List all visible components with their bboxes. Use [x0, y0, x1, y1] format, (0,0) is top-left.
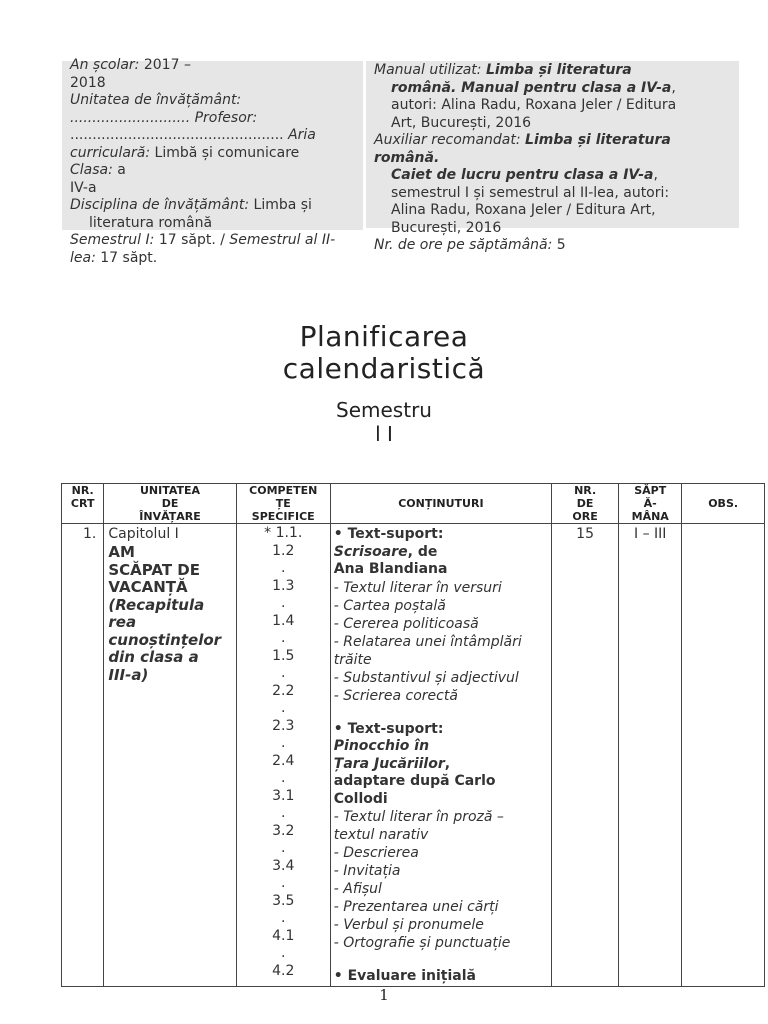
manual-title-cont: română. Manual pentru clasa a IV-a [391, 79, 672, 96]
competence-code: 1.3 [272, 577, 295, 594]
semester-title: Semestru [336, 398, 432, 422]
col-header-hours: NR. DE ORE [552, 484, 619, 524]
competence-code: . [281, 560, 286, 576]
text-support-1-heading: • Text-suport: [333, 526, 444, 542]
col-header-obs: OBS. [682, 484, 765, 524]
text-support-1-author: Ana Blandiana [333, 561, 448, 577]
text-support-2-source: adaptare după Carlo [333, 773, 496, 789]
page-number: 1 [379, 986, 389, 1004]
row-number: 1. [62, 524, 104, 987]
col-header-contents: CONȚINUTURI [330, 484, 551, 524]
content-item: - Afișul [333, 881, 382, 897]
hours-value: 5 [556, 237, 566, 253]
week-range: I – III [619, 524, 682, 987]
school-info [70, 57, 360, 267]
chapter-label: Capitolul I [108, 526, 179, 542]
content-item: - Prezentarea unei cărți [333, 899, 499, 915]
content-item: - Ortografie și punctuație [333, 935, 511, 951]
competence-code: . [281, 665, 286, 681]
auxiliary-label: Auxiliar recomandat: [374, 132, 521, 148]
competence-code: . [281, 945, 286, 961]
manual-title: Limba și literatura [485, 62, 632, 78]
manual-authors-cont: Art, București, 2016 [391, 114, 532, 131]
class-value: a [117, 162, 126, 178]
content-item: - Cererea politicoasă [333, 615, 479, 632]
competence-code: . [281, 630, 286, 646]
competence-code: . [281, 770, 286, 786]
competence-code: . [281, 700, 286, 716]
competence-code: 3.4 [272, 857, 295, 874]
school-year-value: 2017 – [143, 57, 191, 73]
curricular-area-label-2: curriculară: [70, 144, 151, 161]
text-support-2-title-cont: Țara Jucăriilor [333, 755, 445, 772]
competence-code: . [281, 735, 286, 751]
col-header-week: SĂPT Ă- MÂNA [619, 484, 682, 524]
discipline-label: Disciplina de învățământ: [70, 197, 250, 213]
text-support-1-title: Scrisoare [333, 543, 408, 560]
dots-line: ................................................ [70, 127, 284, 143]
school-unit-label: Unitatea de învățământ: [70, 92, 242, 108]
page-title: Planificarea [299, 320, 469, 353]
semester-1-value: 17 săpt. / [158, 232, 225, 248]
table-header-row [62, 484, 765, 524]
initial-evaluation: • Evaluare inițială [333, 968, 476, 984]
content-item: - Cartea poștală [333, 597, 446, 614]
manual-label: Manual utilizat: [374, 62, 482, 78]
class-value-cont: IV-a [70, 179, 97, 196]
semester-2-label: Semestrul al II- [229, 232, 336, 248]
manual-info: Manual utilizat: Limba și literatura română. Manual pentru clasa a IV-a, autori: Alina Radu, Roxana Jeler / Editura Art, București, 2016 Auxiliar recomandat: Limba și literatura română. Caiet de lucru pentru clasa a IV-a, semestrul I și semestrul al II-lea, autori: Alina Radu, Roxana Jeler / Editura Art, București, 2016 Nr. de ore pe săptămână: 5 [374, 62, 734, 255]
discipline-value: Limba și [253, 197, 312, 213]
text-support-2-title: Pinocchio în [333, 738, 430, 754]
competence-code: * 1.1. [264, 525, 303, 541]
competence-code: . [281, 840, 286, 856]
competences-list [236, 524, 330, 987]
planning-table [61, 483, 765, 987]
workbook-title: Caiet de lucru pentru clasa a IV-a [391, 167, 654, 183]
content-item: - Textul literar în proză – [333, 809, 504, 825]
competence-code: 3.2 [272, 822, 295, 839]
competence-code: 3.1 [272, 787, 295, 804]
hours-label: Nr. de ore pe săptămână: [374, 237, 553, 253]
semester-2-value: 17 săpt. [100, 249, 158, 266]
competence-code: . [281, 910, 286, 926]
page-title-cont: calendaristică [282, 352, 486, 385]
learning-unit [104, 524, 236, 987]
hours-count: 15 [552, 524, 619, 987]
competence-code: 2.3 [272, 717, 295, 734]
unit-title: AM SCĂPAT DE VACANȚĂ (Recapitula rea cunoștințelor din clasa a III-a) [108, 543, 222, 684]
competence-code: . [281, 875, 286, 891]
text-support-2-heading: • Text-suport: [333, 720, 444, 737]
content-item: - Invitația [333, 863, 401, 879]
contents-cell: • Text-suport: Scrisoare, de Ana Blandiana - Textul literar în versuri - Cartea poștală - Cererea politicoasă - Relatarea unei întâmplări trăite - Substantivul și adjectivul - Scrierea corectă • Text-suport: Pinocchio în Țara Jucăriilor, adaptare după Carlo Collodi - Textul literar în proză – textul narativ - Descrierea - Invitația - Afișul - Prezentarea unei cărți - Verbul și pronumele - Ortografie și punctuație • Evaluare inițială [330, 524, 551, 987]
text-support-2-author: Collodi [333, 790, 388, 807]
content-item: - Verbul și pronumele [333, 917, 484, 933]
competence-code: 3.5 [272, 892, 295, 909]
competence-code: 2.2 [272, 682, 295, 699]
competence-code: 1.4 [272, 612, 295, 629]
col-header-competences: COMPETEN ȚE SPECIFICE [236, 484, 330, 524]
observations [682, 524, 765, 987]
manual-authors: autori: Alina Radu, Roxana Jeler / Editura [391, 97, 677, 113]
competence-code: 4.1 [272, 927, 295, 944]
workbook-details-cont: Alina Radu, Roxana Jeler / Editura Art, [391, 202, 656, 218]
content-item: - Substantivul și adjectivul [333, 669, 519, 686]
col-header-unit: UNITATEA DE ÎNVĂȚARE [104, 484, 236, 524]
competence-code: . [281, 805, 286, 821]
school-year-label: An școlar: [70, 57, 140, 73]
competence-code: 4.2 [272, 962, 295, 979]
competence-code: 1.2 [272, 542, 295, 559]
content-item: textul narativ [333, 827, 429, 843]
workbook-details-end: București, 2016 [391, 219, 502, 236]
workbook-details: semestrul I și semestrul al II-lea, autori: [391, 184, 670, 201]
semester-2-label-cont: lea: [70, 249, 96, 266]
col-header-nr: NR. CRT [62, 484, 104, 524]
table-row [62, 524, 765, 987]
semester-1-label: Semestrul I: [70, 232, 155, 248]
school-year-value-cont: 2018 [70, 74, 106, 91]
content-item: - Scrierea corectă [333, 687, 458, 704]
competence-code: . [281, 595, 286, 611]
curricular-area-value: Limbă și comunicare [154, 144, 300, 161]
class-label: Clasa: [70, 162, 113, 178]
semester-number: l I [375, 422, 393, 446]
curricular-area-label-1: Aria [288, 127, 316, 143]
content-item: - Relatarea unei întâmplări [333, 633, 522, 650]
competence-code: 2.4 [272, 752, 295, 769]
auxiliary-title: Limba și literatura [525, 132, 671, 148]
content-item: - Descrierea [333, 845, 419, 861]
competence-code: 1.5 [272, 647, 295, 664]
content-item: trăite [333, 651, 372, 668]
teacher-line: ........................... Profesor: [70, 109, 258, 126]
content-item: - Textul literar în versuri [333, 579, 502, 596]
auxiliary-title-cont: română. [374, 149, 440, 166]
discipline-value-cont: literatura română [89, 214, 213, 231]
